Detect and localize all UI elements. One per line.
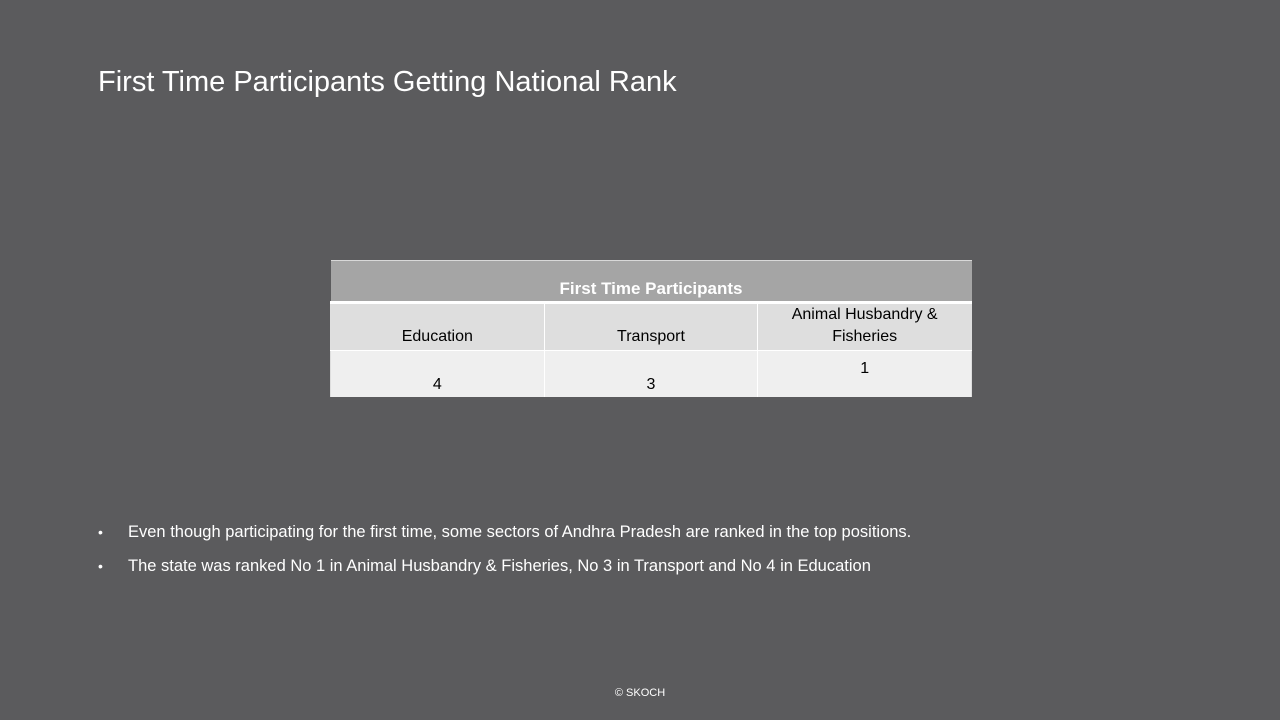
- table-cell-category-transport: Transport: [544, 303, 758, 351]
- bullet-text: Even though participating for the first time, some sectors of Andhra Pradesh are ranked in the top positions.: [128, 523, 912, 541]
- slide-title: First Time Participants Getting National Rank: [98, 66, 677, 98]
- rank-table: [330, 260, 972, 397]
- table-cell-rank-education: 4: [331, 351, 545, 398]
- bullet-dot-icon: •: [98, 558, 103, 574]
- bullet-list: [98, 520, 911, 588]
- bullet-text: The state was ranked No 1 in Animal Husbandry & Fisheries, No 3 in Transport and No 4 in Education: [128, 557, 871, 575]
- table-row-categories: [331, 303, 972, 351]
- table-header: First Time Participants: [331, 261, 972, 303]
- table-cell-category-animal-husbandry: Animal Husbandry & Fisheries: [758, 303, 972, 351]
- table-cell-rank-transport: 3: [544, 351, 758, 398]
- table-row-ranks: [331, 351, 972, 398]
- bullet-item: [98, 554, 911, 578]
- bullet-dot-icon: •: [98, 524, 103, 540]
- bullet-item: [98, 520, 911, 544]
- table-header-row: [331, 261, 972, 303]
- table-cell-category-education: Education: [331, 303, 545, 351]
- footer-copyright: © SKOCH: [614, 687, 666, 699]
- rank-table-container: [330, 260, 972, 397]
- table-cell-rank-animal-husbandry: 1: [758, 351, 972, 398]
